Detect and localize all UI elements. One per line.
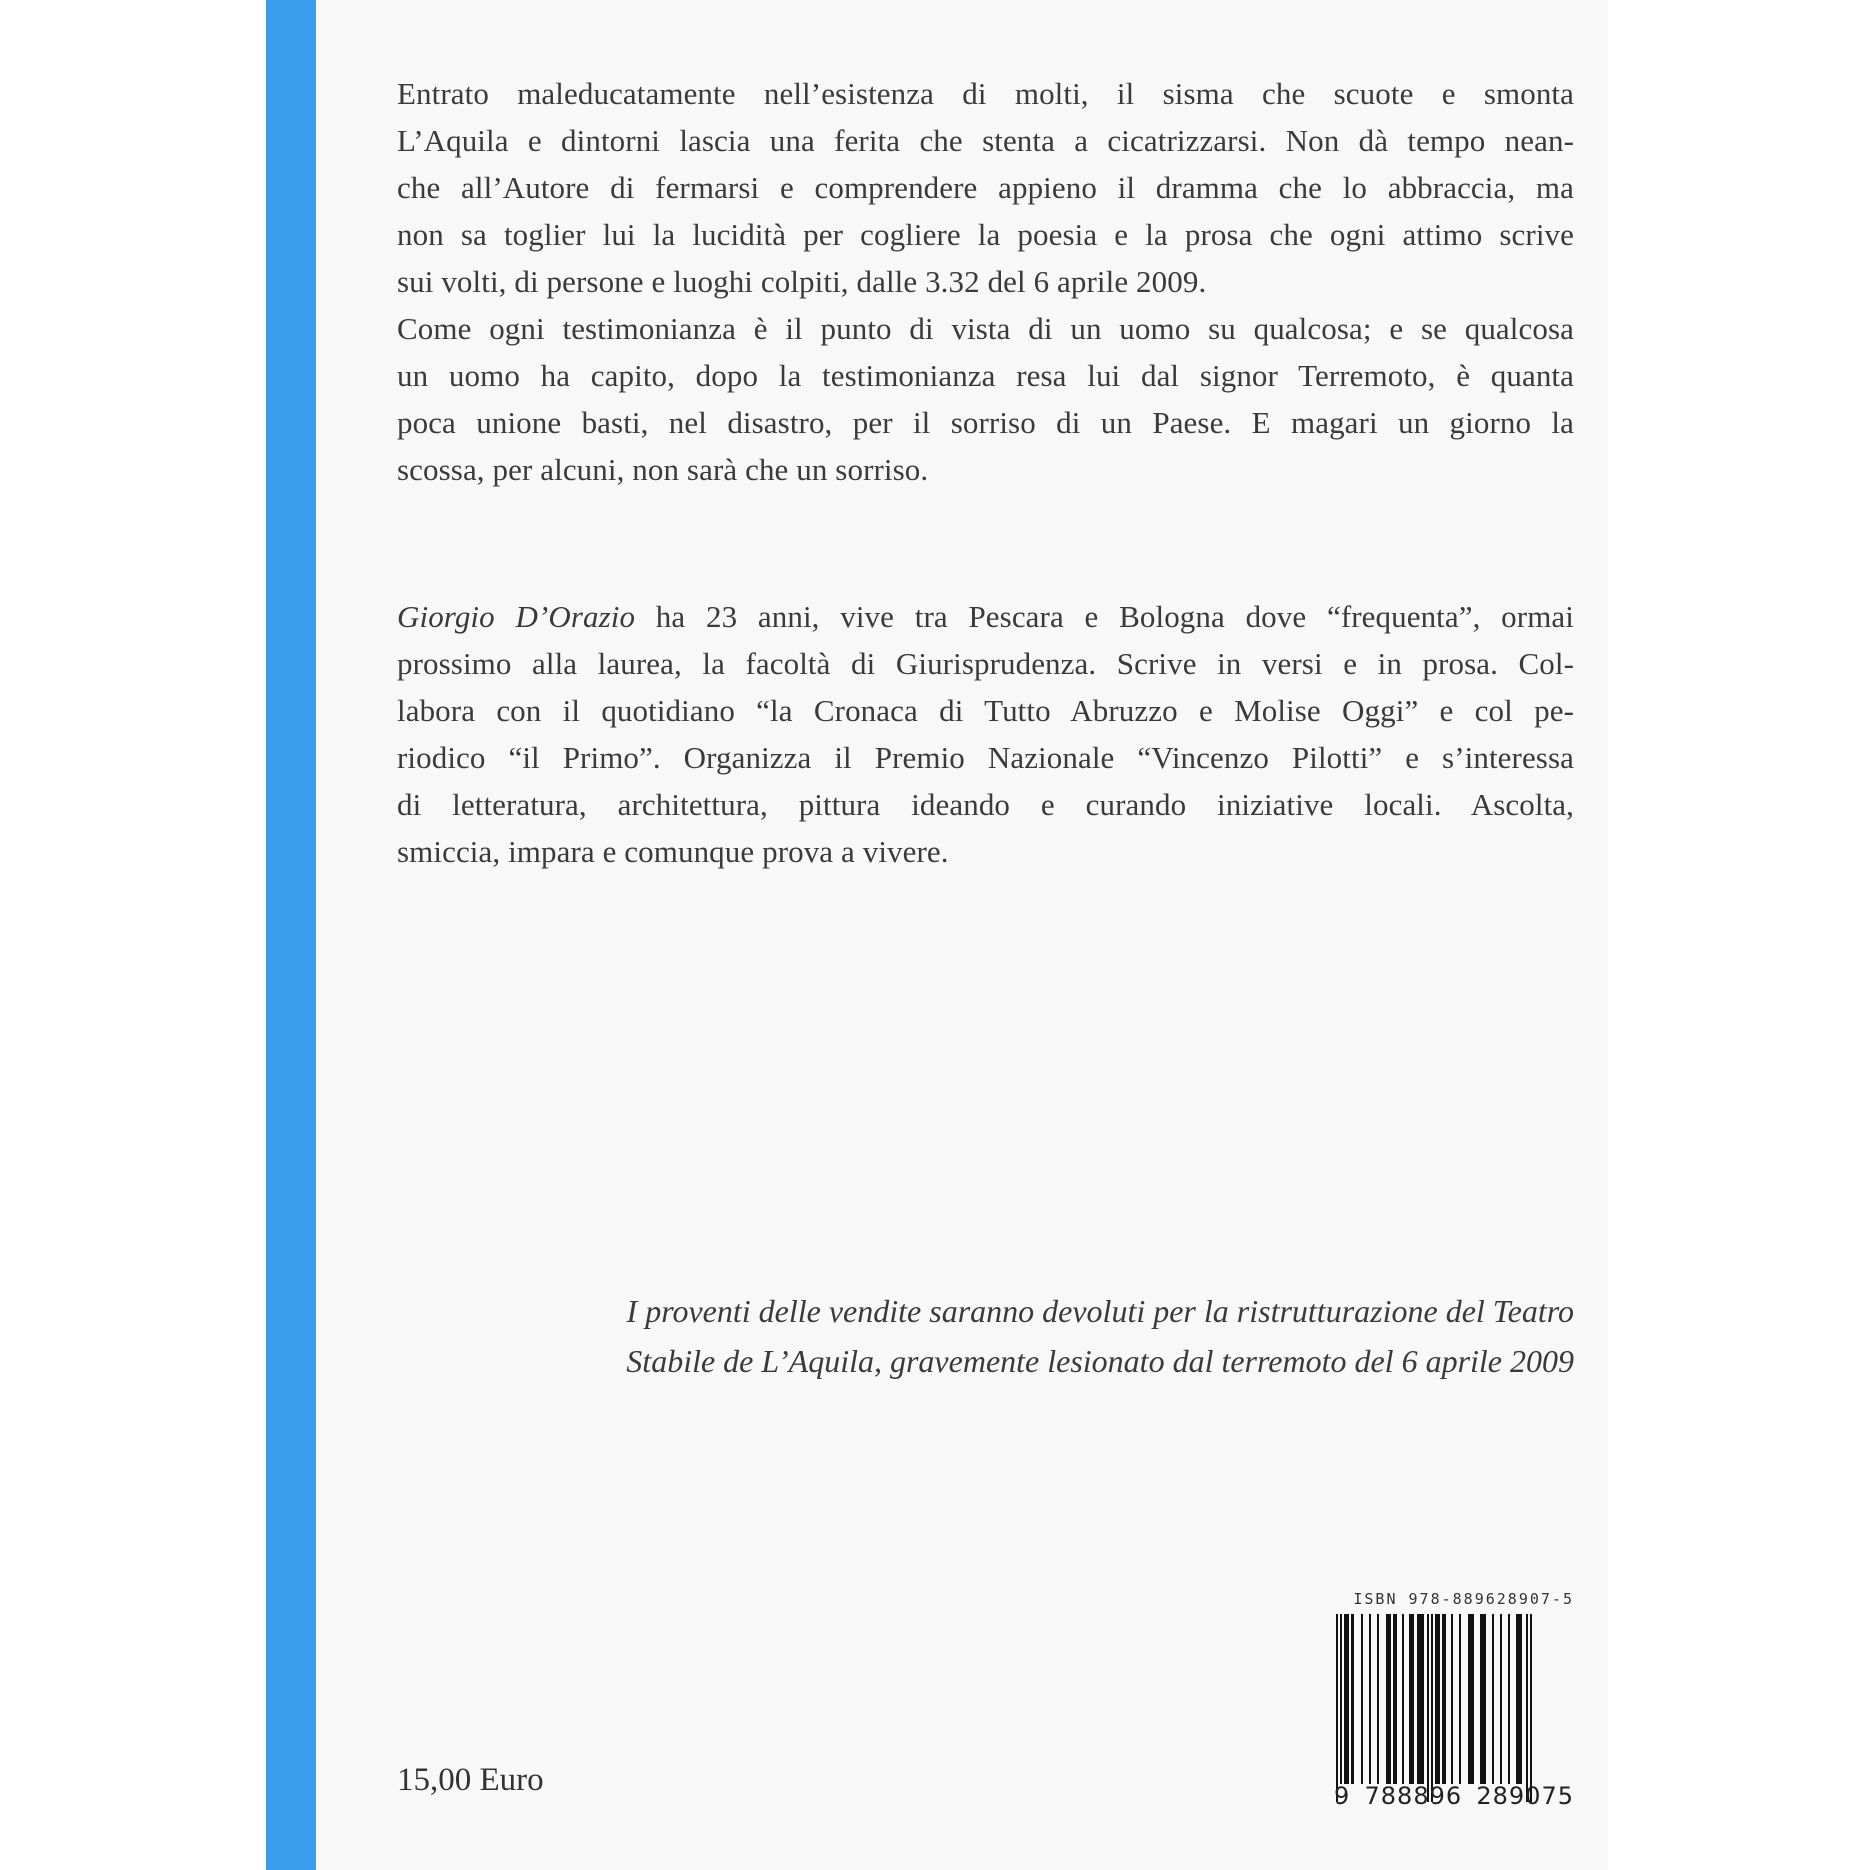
isbn-label: ISBN 978-889628907-5 xyxy=(1353,1590,1574,1608)
bio-line: di letteratura, architettura, pittura ideando e curando iniziative locali. Ascolta, xyxy=(397,787,1574,822)
synopsis-line: Entrato maleducatamente nell’esistenza di molti, il sisma che scuote e smonta xyxy=(397,76,1574,111)
bio-line: riodico “il Primo”. Organizza il Premio Nazionale “Vincenzo Pilotti” e s’interessa xyxy=(397,740,1574,775)
synopsis-line: che all’Autore di fermarsi e comprendere appieno il dramma che lo abbraccia, ma xyxy=(397,170,1574,205)
note-line: Stabile de L’Aquila, gravemente lesionato dal terremoto del 6 aprile 2009 xyxy=(626,1343,1574,1379)
book-back-cover xyxy=(266,0,1608,1870)
bio-line-text: ha 23 anni, vive tra Pescara e Bologna dove “frequenta”, ormai xyxy=(635,599,1574,634)
barcode-digits-left: 788896 xyxy=(1364,1782,1463,1810)
synopsis-line: sui volti, di persone e luoghi colpiti, dalle 3.32 del 6 aprile 2009. xyxy=(397,264,1207,299)
barcode-bar xyxy=(1354,1614,1361,1784)
barcode-bar xyxy=(1530,1614,1532,1802)
barcode-digit-lead: 9 xyxy=(1334,1782,1351,1810)
barcode-bar xyxy=(1461,1614,1468,1784)
bio-line: smiccia, impara e comunque prova a vivere. xyxy=(397,834,949,869)
barcode-digits-right: 289075 xyxy=(1476,1782,1574,1810)
synopsis-paragraph xyxy=(397,70,1574,493)
barcode-digits xyxy=(1334,1782,1574,1810)
blue-spine-stripe xyxy=(266,0,316,1870)
isbn-barcode-block xyxy=(1334,1590,1574,1824)
author-name: Giorgio D’Orazio xyxy=(397,599,636,634)
bio-line: prossimo alla laurea, la facoltà di Giurisprudenza. Scrive in versi e in prosa. Col- xyxy=(397,646,1574,681)
barcode-bar xyxy=(1417,1614,1424,1784)
synopsis-line: non sa toglier lui la lucidità per cogliere la poesia e la prosa che ogni attimo scrive xyxy=(397,217,1574,252)
synopsis-line: un uomo ha capito, dopo la testimonianza resa lui dal signor Terremoto, è quanta xyxy=(397,358,1574,393)
barcode-bars xyxy=(1334,1614,1574,1784)
barcode-bar xyxy=(1379,1614,1386,1784)
price-label: 15,00 Euro xyxy=(397,1762,544,1798)
barcode xyxy=(1334,1614,1574,1824)
synopsis-line: L’Aquila e dintorni lascia una ferita che stenta a cicatrizzarsi. Non dà tempo nean- xyxy=(397,123,1574,158)
author-bio-paragraph xyxy=(397,593,1574,875)
proceeds-note xyxy=(416,1286,1574,1386)
synopsis-line: poca unione basti, nel disastro, per il sorriso di un Paese. E magari un giorno la xyxy=(397,405,1574,440)
note-line: I proventi delle vendite saranno devoluti per la ristrutturazione del Teatro xyxy=(626,1293,1574,1329)
synopsis-line: Come ogni testimonianza è il punto di vista di un uomo su qualcosa; e se qualcosa xyxy=(397,311,1574,346)
synopsis-line: scossa, per alcuni, non sarà che un sorriso. xyxy=(397,452,929,487)
bio-line: labora con il quotidiano “la Cronaca di Tutto Abruzzo e Molise Oggi” e col pe- xyxy=(397,693,1574,728)
bio-line xyxy=(397,593,1574,640)
